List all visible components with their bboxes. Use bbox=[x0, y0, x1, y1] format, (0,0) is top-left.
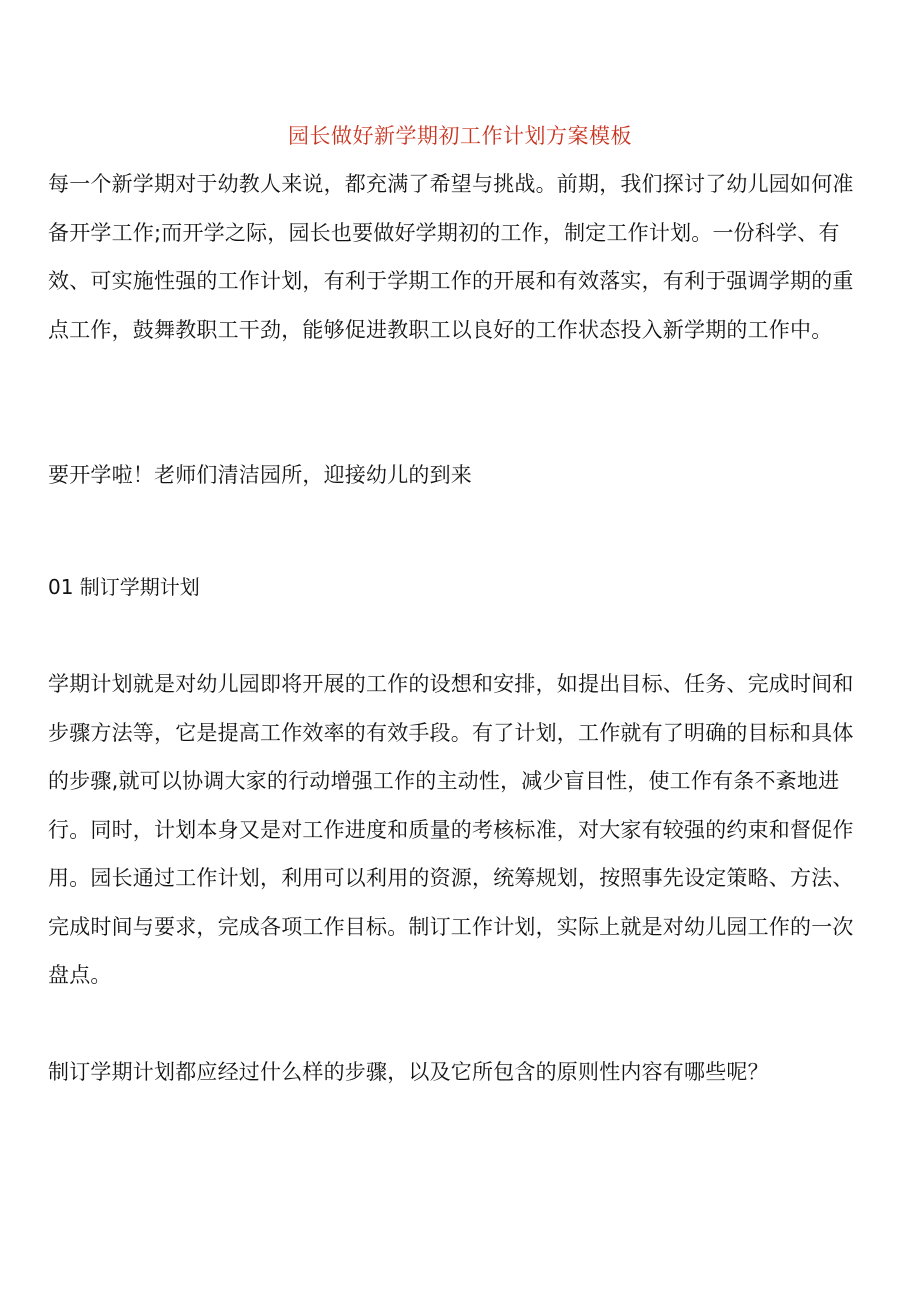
intro-paragraph: 每一个新学期对于幼教人来说，都充满了希望与挑战。前期，我们探讨了幼儿园如何准备开学工作;而开学之际，园长也要做好学期初的工作，制定工作计划。一份科学、有效、可实施性强的工作计划，有利于学期工作的开展和有效落实，有利于强调学期的重点工作，鼓舞教职工干劲，能够促进教职工以良好的工作状态投入新学期的工作中。 bbox=[48, 172, 854, 342]
section-heading: 01 制订学期计划 bbox=[48, 575, 200, 599]
caption-paragraph: 要开学啦！老师们清洁园所，迎接幼儿的到来 bbox=[48, 463, 472, 487]
body-paragraph: 学期计划就是对幼儿园即将开展的工作的设想和安排，如提出目标、任务、完成时间和步骤方法等，它是提高工作效率的有效手段。有了计划，工作就有了明确的目标和具体的步骤,就可以协调大家的行动增强工作的主动性，减少盲目性，使工作有条不紊地进行。同时，计划本身又是对工作进度和质量的考核标准，对大家有较强的约束和督促作用。园长通过工作计划，利用可以利用的资源，统筹规划，按照事先设定策略、方法、完成时间与要求，完成各项工作目标。制订工作计划，实际上就是对幼儿园工作的一次盘点。 bbox=[48, 672, 854, 987]
document-title: 园长做好新学期初工作计划方案模板 bbox=[288, 124, 632, 148]
question-paragraph: 制订学期计划都应经过什么样的步骤，以及它所包含的原则性内容有哪些呢？ bbox=[48, 1060, 769, 1084]
